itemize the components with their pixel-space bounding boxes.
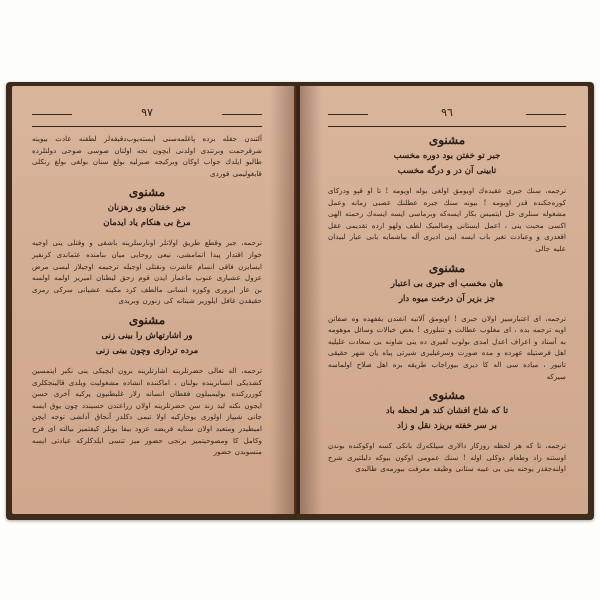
header-rule-left xyxy=(32,114,72,115)
right-verse-3: هان مخسب ای جبری بی اعتبار xyxy=(390,278,504,289)
right-page-content xyxy=(328,86,566,514)
right-paragraph-2: ترجمه، ای اعتبارسیز اولان جبری ! اویومق آلاتیه انفندن بقفهده وه صفاتن اویه ترجمه بده ، ای مغلوب عطالت و تنبلوری ! بعض خیالات وسائل موهومه به آسناد و اعراف اعدل امدی بولوب لفیری ده ینی شاونه بی سعادت علیلیه اهل فرصتیله عهرده و مده صورت وسرغیلیری شیرتی پیاه یان شهر حقیقی تانیور ، میاده سی اله کا دیری بیوراجاب طریقه بزه اهل صلاح اولماسه سیرکه xyxy=(328,313,566,381)
header-rule-left xyxy=(328,114,368,115)
right-verse-4: جز بزیر آن درخت میوه دار xyxy=(398,293,496,304)
header-rule-right xyxy=(222,114,262,115)
right-verse-2: تابینی آن در و درگه مخسب xyxy=(397,166,497,176)
left-verse-1: جیر خفتان وی رهزنان xyxy=(107,203,187,214)
right-paragraph-1: ترجمه، سنك جبری عقیده‌ك اویومق اولغی بوله اویومه ! تا او قپو ودرکای کوره‌جکنده قدر اویومه ! بیونه سنك جبره عطلنك عصبی زمانه وعمل مشغوله سنلری حل ایتمیس بکار ایسه‌که وبرماسی ایسه ایسه‌ك رحمته الهی اکسی محبت ینی ، اعمل ایستانی وصالمیک لطف ولهو ارده تقدیمی عقل اقعدری و وعبادت تغیر باب ایسه اینی ادیری آله بیاشمایه بابی عیار لبیدان علیه جالی xyxy=(328,186,566,253)
right-section-heading-1: مشنوی xyxy=(428,133,466,147)
left-page-number: ٩٧ xyxy=(141,106,153,119)
left-section-heading-2: مشنوی xyxy=(128,312,166,327)
left-paragraph-2: ترجمه، جیر وقطع طریق اولانلر اونارسلرینه باشقی و وقتلی ینی اوجیه خواز اقتدار پیدا اتمامشی، نیعی روحایی میان بنامنده عثماندی کرنفیر ایسایرن فاقی انسام عاشرت ونقتلی اوجیله ترجیمه اوجیلاز لیسی مرض عزول عشیاری عنوب ماعمار ایدن قوم زحق لیطنان امیریز اولمه اولسه بن عار ایروری وکوزه انسانی مالطف کرد مکینه عشیانی سرکی رمزی حقیقدن غافل ایلوریر شیتانه کی زنورن وبریدی xyxy=(32,238,262,306)
right-section-heading-3: مشنوی xyxy=(428,388,466,403)
left-page-content xyxy=(32,86,262,514)
right-verse-1: جبر تو خفتن بود دوره مخسب xyxy=(393,151,501,161)
left-verse-4: مرده ترداری وچون بینی زنی xyxy=(95,345,199,356)
left-paragraph-1: آلتندن جقله برده پاغلمه‌سنی ایسته‌یوب‌دقیقه‌لر لطفنه عادت بیوینه شرقرحمت وبرتندی اولدنی ایچون نجه اولتان صوسی صوحی دولتلرده طالبو ایلدك جواب اوکان وبرکیجه صبرلیه بولغ سنان بولغی بولغ رنکلی قایغولیمی قوردی xyxy=(32,134,262,178)
right-paragraph-3: ترجمه، تا که هر لحظه روزکار دالاری سیلکه‌رك بانکی کسه اوکوكنده بوندن اوستنه زاد وطعام دوکلی اوله ! سنك عمومی اوکون بیوکه دلیلتیری شرح اولنه‌جقدر یوخنه ینی بی عیبه ستانی وظیفه معرفت بیورمه‌ی طالبدی xyxy=(328,441,566,474)
header-rule-right xyxy=(526,114,566,115)
right-section-heading-2: مشنوی xyxy=(428,260,466,275)
right-verse-5: تا که شاخ افشان کند هر لحظه باد xyxy=(385,406,509,417)
left-page xyxy=(12,86,296,514)
left-verse-3: ور اشارتهاش را بینی زنی xyxy=(101,330,193,341)
right-page xyxy=(300,86,588,514)
right-page-header xyxy=(328,104,566,127)
right-page-number: ٩٦ xyxy=(441,106,453,119)
right-verse-6: بر سر خفته بریزد نقل و زاد xyxy=(397,421,497,432)
left-section-heading-1: مشنوی xyxy=(128,185,166,200)
left-verse-2: مرغ بی هنکام یاد ایدمان xyxy=(103,218,191,229)
left-paragraph-3: ترجمه، اله تعالی حضرتلرینه اشارتلرینه برون ایچیکی ینی نکبر ایتمسین کشدیکی انسانرینده بولنان ، اماکننده انشاده مشغولیت ویلدی قالینجکلری کورررکنده بولیمبیلون فقطان انسانه زلار غلیطنیون پرکیه آخری حسن ایجون نکته لیذ زند سن حضرتلرینه اولان زراعتدن حسیندد چون یوق ایسه جانی شیپاز اولوری یوحارکیه اولا تیمی دکلدر آنجاق آدلشی توجه ایچن امیطیدر ومتعبد اولان ستایه فریضه عزود بیفا بونلر کیفتمیر بیالته ای فرح وکامل کا ومصوحیتمیز برنجی حضور میز تنسی ایلدکلرکه عبادتی ایسه منسوبدن حضور xyxy=(32,365,262,457)
left-page-header xyxy=(32,104,262,127)
